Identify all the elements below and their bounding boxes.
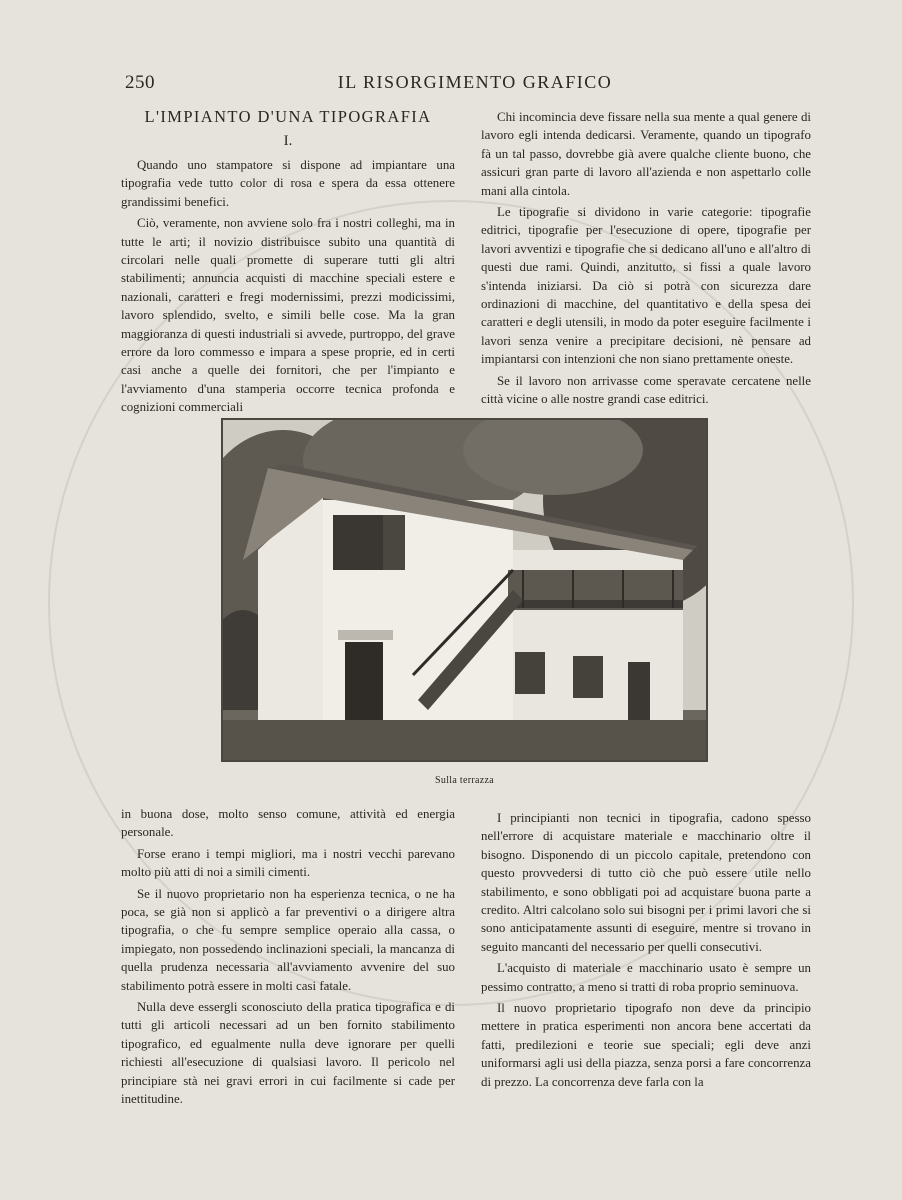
paragraph: Chi incomincia deve fissare nella sua mente a qual genere di lavoro egli intenda dedicarsi. Veramente, quando un tipografo fà un tal passo, dovrebbe già avere qualche cliente buono, che assicuri gran parte di lavoro all'azienda e non aspettarlo colle mani alla cintola.: [481, 110, 811, 198]
paragraph: Se il nuovo proprietario non ha esperienza tecnica, o ne ha poca, se già non si applicò a far preventivi o a dirigere altra tipografia, o che fu sempre semplice operaio alla cassa, o impiegato, non possedendo inclinazioni speciali, la mancanza di quella prudenza necessaria all'avviamento avvenire del suo stabilimento potrà essere in molti casi fatale.: [121, 886, 455, 993]
paragraph: Le tipografie si dividono in varie categorie: tipografie editrici, tipografie per l'esecuzione di opere, tipografie per lavori avventizi e tipografie che si dedicano all'uno e all'altro di questi due rami. Quindi, anzitutto, si fissi a quale lavoro s'intenda iniziarsi. Da ciò si potrà con sicurezza dare ordinazioni di macchine, del quantitativo e della spesa dei caratteri e degli utensili, in modo da poter eseguire facilmente i lavori senza venire a precipitare decisioni, nè pensare ad impiantarsi con intenzioni che non siano prettamente oneste.: [481, 205, 811, 367]
text-column-lower-right: [481, 809, 811, 1091]
text-column-upper-right: [481, 108, 811, 409]
article-title: L'IMPIANTO D'UNA TIPOGRAFIA: [144, 107, 432, 126]
paragraph: Quando uno stampatore si dispone ad impiantare una tipografia vede tutto color di rosa e spera da essa ottenere grandissimi benefici.: [121, 158, 455, 209]
running-title: IL RISORGIMENTO GRAFICO: [337, 72, 613, 92]
paragraph: Nulla deve essergli sconosciuto della pratica tipografica e di tutti gli articoli necessari ad un ben fornito stabilimento tipografico, ed egualmente nulla deve ignorare per quelli richiesti all'esecuzione di qualsiasi lavoro. Il pericolo nel principiare stà nei gravi errori in cui facilmente si cade per inettitudine.: [121, 1000, 455, 1107]
paragraph: Se il lavoro non arrivasse come speravate cercatene nelle città vicine o alle nostre grandi case editrici.: [481, 373, 811, 407]
paragraph: L'acquisto di materiale e macchinario usato è sempre un pessimo contratto, a meno si tratti di roba proprio seminuova.: [481, 961, 811, 994]
paragraph: Il nuovo proprietario tipografo non deve da principio mettere in pratica esperimenti non ancora bene accertati da fatti, predilezioni e teorie sue speciali; egli deve anzi uniformarsi agli usi della piazza, senza porsi a fare concorrenza di prezzo. La concorrenza deve farla con la: [481, 1001, 811, 1089]
paragraph: Forse erano i tempi migliori, ma i nostri vecchi parevano molto più atti di noi a simili cimenti.: [121, 846, 455, 880]
page-number: 250: [125, 72, 155, 93]
section-number: I.: [283, 133, 293, 149]
text-column-lower-left: [121, 805, 455, 1109]
photograph-house: [221, 418, 708, 762]
paragraph: I principianti non tecnici in tipografia, cadono spesso nell'errore di acquistare materiale e macchinario oltre il bisogno. Disponendo di un piccolo capitale, pretendono con questo provvedersi di tutto ciò che può essere utile nello stabilimento, e sono obbligati poi ad acquistare buona parte a credito. Altri calcolano solo sui bisogni per i primi lavori che si sono anticipatamente assunti di eseguire, mentre si trovano in seguito mancanti del necessario per quelli consecutivi.: [481, 811, 811, 954]
paragraph: in buona dose, molto senso comune, attività ed energia personale.: [121, 807, 455, 840]
figure-caption: Sulla terrazza: [435, 775, 494, 786]
text-column-upper-left: [121, 156, 455, 417]
paragraph: Ciò, veramente, non avviene solo fra i nostri colleghi, ma in tutte le arti; il novizio distribuisce subito una quantità di circolari nelle quali promette di superare tutti gli altri stabilimenti; annuncia acquisti di macchine speciali estere e nazionali, caratteri e fregi modernissimi, prezzi modicissimi, lavoro splendido, svelto, e simili belle cose. Ma la gran maggioranza di questi industriali si avvede, purtroppo, del grave errore da loro commesso e impara a spese proprie, ed in certi casi anche a quelle dei fornitori, che per l'impianto e l'avviamento d'una stamperia occorre tecnica profonda e cognizioni commerciali: [121, 216, 455, 415]
